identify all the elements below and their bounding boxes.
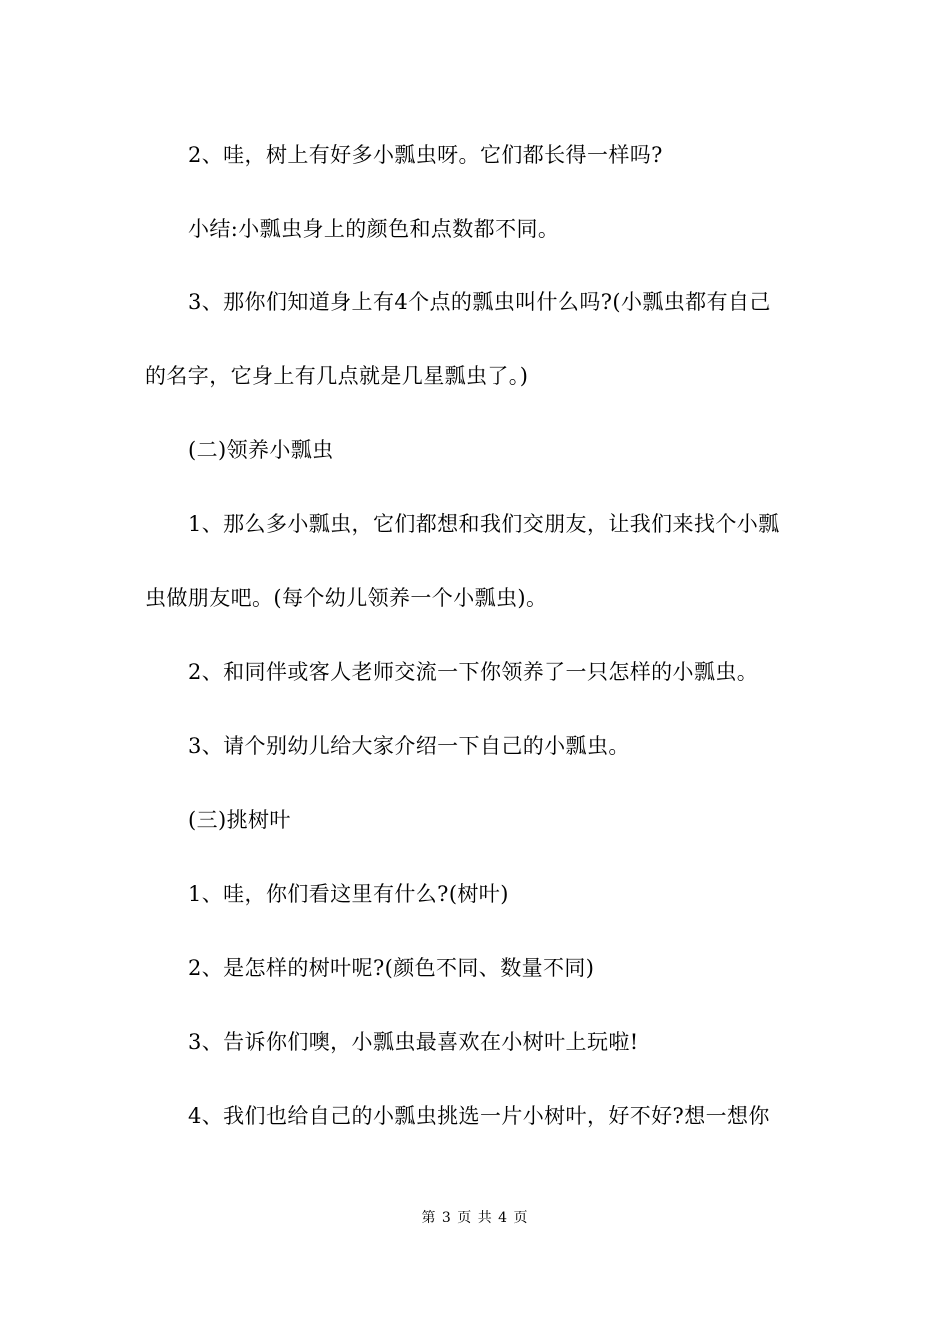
- text-line: 1、那么多小瓢虫，它们都想和我们交朋友，让我们来找个小瓢: [188, 512, 780, 536]
- summary-line: 小结:小瓢虫身上的颜色和点数都不同。: [188, 217, 560, 241]
- text-line: 2、哇，树上有好多小瓢虫呀。它们都长得一样吗?: [188, 143, 663, 167]
- section-heading: (三)挑树叶: [188, 808, 291, 832]
- text-line-continuation: 的名字，它身上有几点就是几星瓢虫了。): [145, 364, 529, 388]
- text-line-continuation: 虫做朋友吧。(每个幼儿领养一个小瓢虫)。: [145, 586, 548, 610]
- section-heading: (二)领养小瓢虫: [188, 438, 334, 462]
- page-footer: 第 3 页 共 4 页: [421, 1210, 529, 1226]
- text-line: 2、是怎样的树叶呢?(颜色不同、数量不同): [188, 956, 595, 980]
- text-line: 1、哇，你们看这里有什么?(树叶): [188, 882, 509, 906]
- text-line: 2、和同伴或客人老师交流一下你领养了一只怎样的小瓢虫。: [188, 660, 759, 684]
- text-line: 3、请个别幼儿给大家介绍一下自己的小瓢虫。: [188, 734, 630, 758]
- text-line: 3、告诉你们噢，小瓢虫最喜欢在小树叶上玩啦!: [188, 1030, 639, 1054]
- text-line: 4、我们也给自己的小瓢虫挑选一片小树叶，好不好?想一想你: [188, 1104, 770, 1128]
- text-line: 3、那你们知道身上有4个点的瓢虫叫什么吗?(小瓢虫都有自己: [188, 290, 771, 314]
